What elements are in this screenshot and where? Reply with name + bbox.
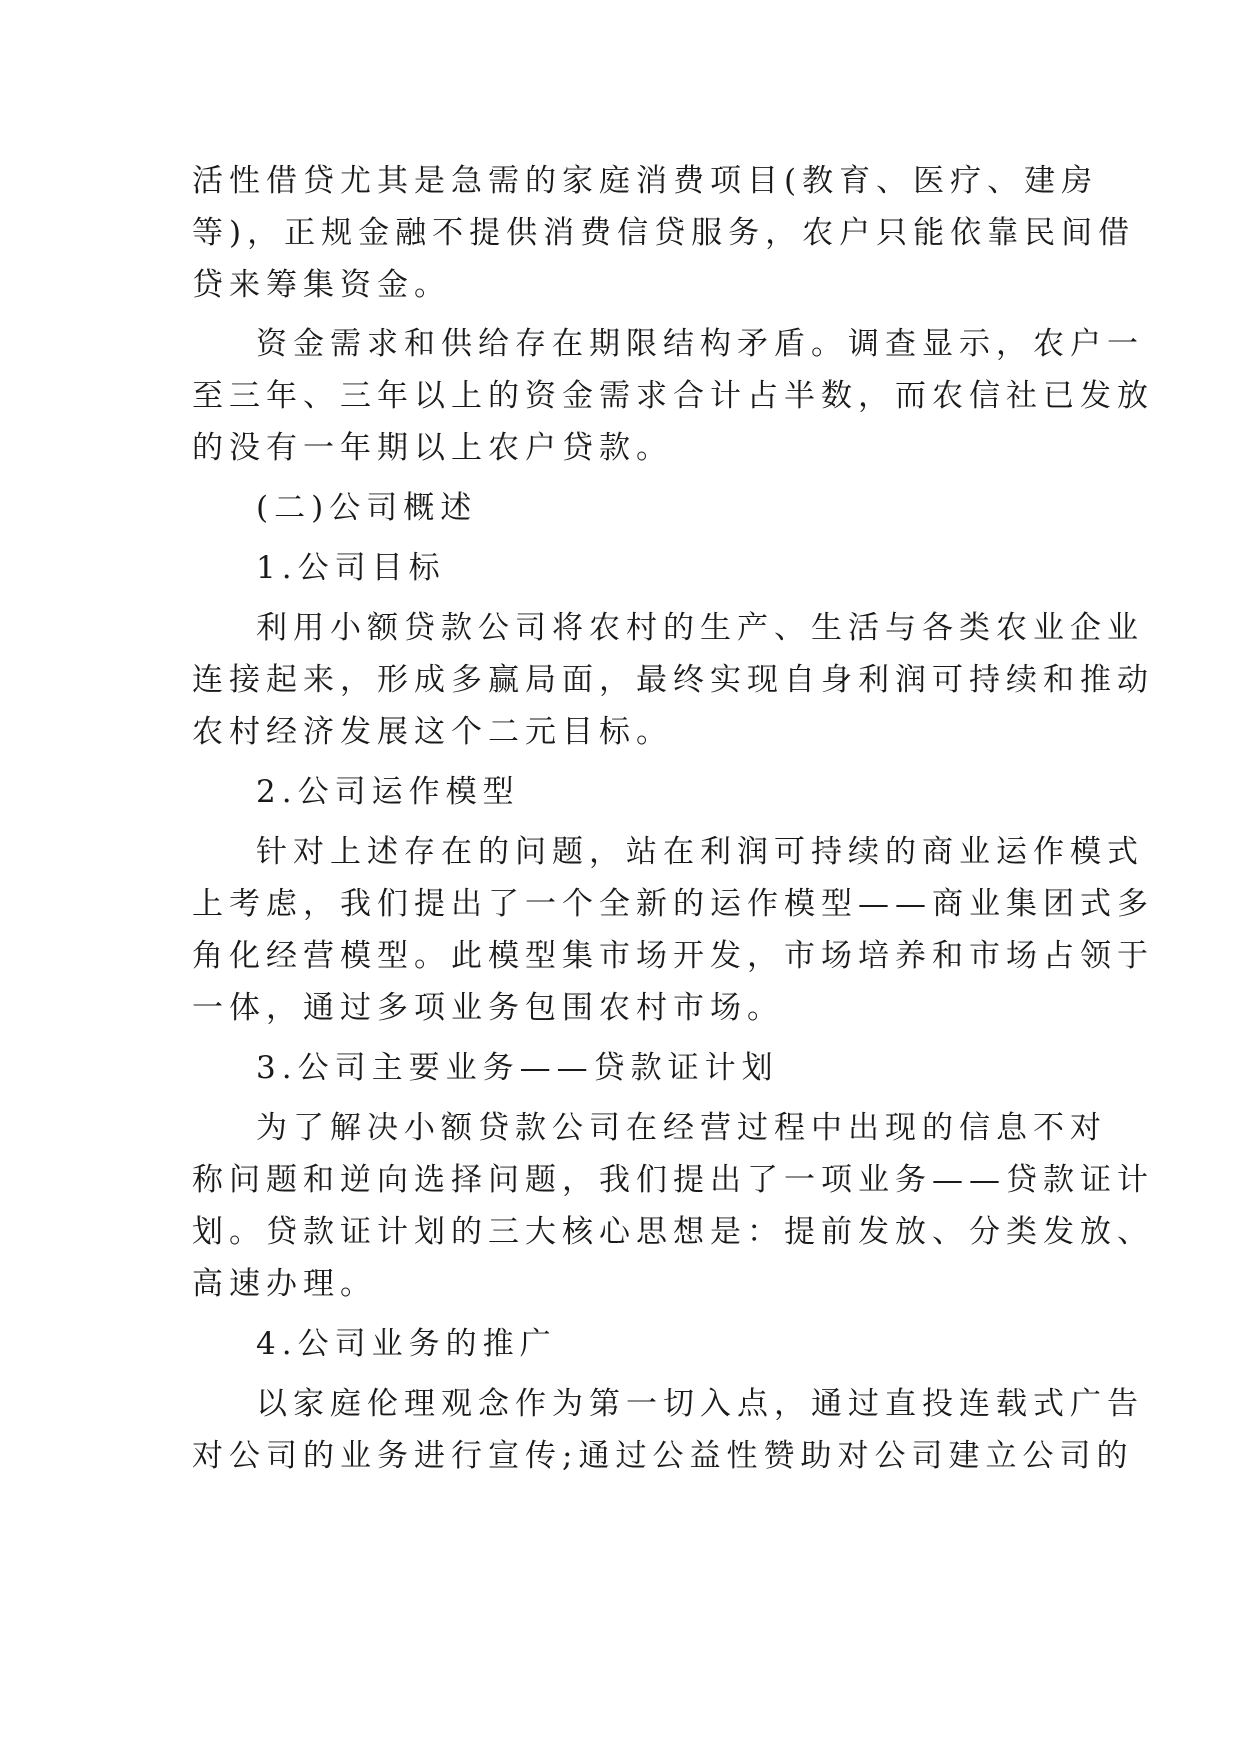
text-line: 称问题和逆向选择问题，我们提出了一项业务——贷款证计 <box>192 1162 1154 1198</box>
subsection-heading-promotion: 4.公司业务的推广 <box>256 1326 557 1362</box>
text-line: 以家庭伦理观念作为第一切入点，通过直投连载式广告 <box>256 1386 1144 1422</box>
text-line: 的没有一年期以上农户贷款。 <box>192 430 673 466</box>
text-line: 一体，通过多项业务包围农村市场。 <box>192 990 784 1026</box>
text-line: 等)，正规金融不提供消费信贷服务，农户只能依靠民间借 <box>192 215 1136 251</box>
text-line: 至三年、三年以上的资金需求合计占半数，而农信社已发放 <box>192 378 1154 414</box>
text-line: 连接起来，形成多赢局面，最终实现自身利润可持续和推动 <box>192 662 1154 698</box>
text-line: 资金需求和供给存在期限结构矛盾。调查显示，农户一 <box>256 326 1144 362</box>
text-line: 为了解决小额贷款公司在经营过程中出现的信息不对 <box>256 1110 1107 1146</box>
subsection-heading-business: 3.公司主要业务——贷款证计划 <box>256 1050 779 1086</box>
text-line: 活性借贷尤其是急需的家庭消费项目(教育、医疗、建房 <box>192 163 1099 199</box>
text-line: 上考虑，我们提出了一个全新的运作模型——商业集团式多 <box>192 886 1154 922</box>
text-line: 角化经营模型。此模型集市场开发，市场培养和市场占领于 <box>192 938 1154 974</box>
paragraph-promotion <box>192 1378 1144 1482</box>
paragraph-goal <box>192 602 1154 758</box>
paragraph-consumer-credit <box>192 155 1136 311</box>
paragraph-term-structure <box>192 318 1154 474</box>
text-line: 利用小额贷款公司将农村的生产、生活与各类农业企业 <box>256 610 1144 646</box>
document-body <box>192 155 1154 1482</box>
subsection-heading-goal: 1.公司目标 <box>256 550 446 586</box>
text-line: 划。贷款证计划的三大核心思想是：提前发放、分类发放、 <box>192 1214 1154 1250</box>
text-line: 针对上述存在的问题，站在利润可持续的商业运作模式 <box>256 834 1144 870</box>
text-line: 对公司的业务进行宣传;通过公益性赞助对公司建立公司的 <box>192 1438 1134 1474</box>
text-line: 农村经济发展这个二元目标。 <box>192 714 673 750</box>
paragraph-business <box>192 1102 1154 1310</box>
section-heading-overview: (二)公司概述 <box>256 490 478 526</box>
paragraph-model <box>192 826 1154 1034</box>
text-line: 高速办理。 <box>192 1266 377 1302</box>
text-line: 贷来筹集资金。 <box>192 267 451 303</box>
subsection-heading-model: 2.公司运作模型 <box>256 774 520 810</box>
